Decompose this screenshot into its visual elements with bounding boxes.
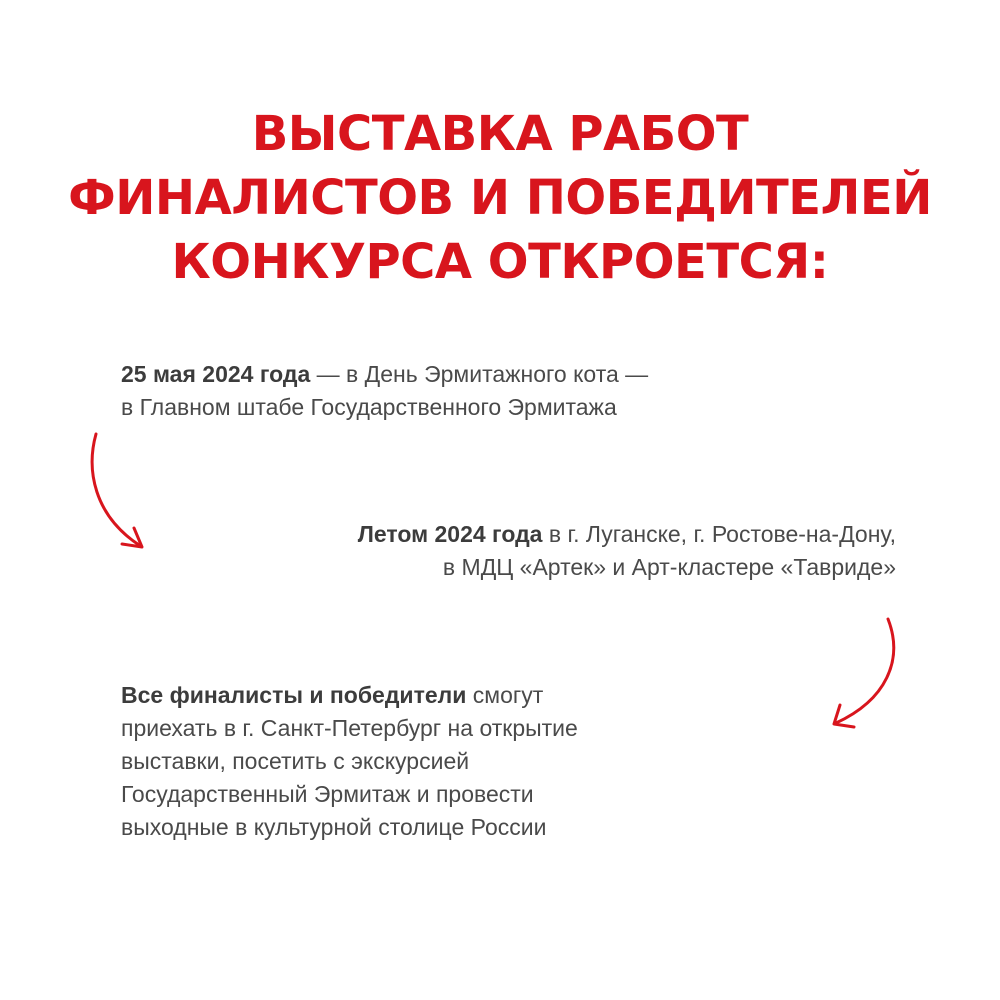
title-line-2: ФИНАЛИСТОВ И ПОБЕДИТЕЛЕЙ — [68, 170, 932, 226]
event-item-finalists — [121, 679, 578, 844]
event-item-text: — в День Эрмитажного кота — — [310, 361, 649, 387]
page-title — [0, 102, 1000, 294]
event-item-text: смогут — [466, 682, 544, 708]
title-line-1: ВЫСТАВКА РАБОТ — [251, 106, 749, 162]
event-item-line — [358, 518, 896, 551]
event-item-summer — [358, 518, 896, 584]
event-item-text: выходные в культурной столице России — [121, 814, 547, 840]
event-item-text: приехать в г. Санкт-Петербург на открытие — [121, 715, 578, 741]
event-item-text: выставки, посетить с экскурсией — [121, 748, 470, 774]
event-item-text: в Главном штабе Государственного Эрмитажа — [121, 394, 617, 420]
event-date-bold: Летом 2024 года — [357, 521, 543, 547]
event-item-text: в МДЦ «Артек» и Арт-кластере «Тавриде» — [442, 554, 896, 580]
event-item-may — [121, 358, 648, 424]
title-line-3: КОНКУРСА ОТКРОЕТСЯ: — [171, 234, 829, 290]
event-item-text: Государственный Эрмитаж и провести — [121, 781, 534, 807]
event-item-line — [121, 358, 648, 391]
curved-arrow-down-left-icon — [826, 615, 906, 735]
curved-arrow-down-right-icon — [84, 430, 154, 560]
event-item-text: в г. Луганске, г. Ростове-на-Дону, — [542, 521, 896, 547]
event-item-line — [121, 679, 578, 712]
event-highlight-bold: Все финалисты и победители — [121, 682, 467, 708]
event-date-bold: 25 мая 2024 года — [121, 361, 311, 387]
